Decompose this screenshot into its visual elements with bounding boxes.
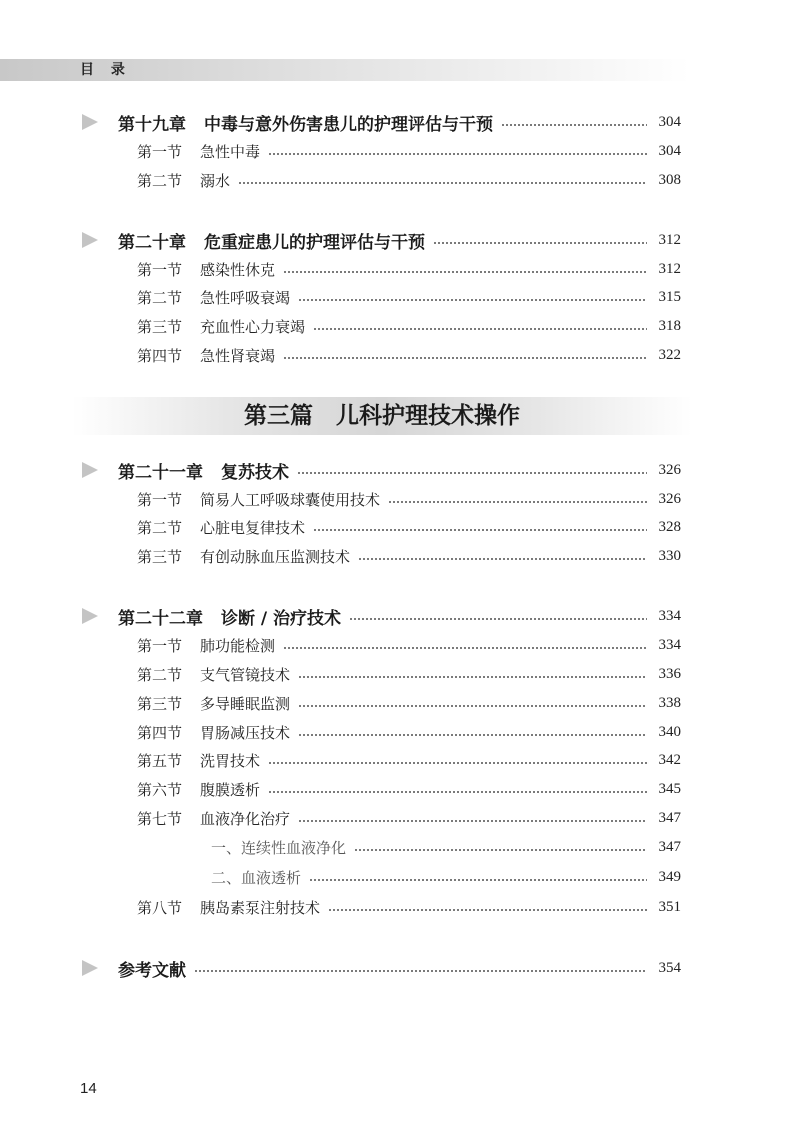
- page-number: 334: [658, 607, 681, 624]
- page-number: 351: [658, 898, 681, 915]
- section-title: 支气管镜技术: [200, 665, 291, 684]
- dot-leader: [358, 558, 647, 560]
- page-number: 315: [658, 288, 681, 305]
- toc-section[interactable]: [0, 544, 800, 568]
- section-number: 第一节: [137, 142, 183, 161]
- page-number: 338: [658, 694, 681, 711]
- toc-chapter-20[interactable]: [0, 228, 800, 252]
- page-number: 330: [658, 547, 681, 564]
- dot-leader: [349, 618, 647, 620]
- dot-leader: [268, 762, 647, 764]
- dot-leader: [433, 242, 647, 244]
- toc-references[interactable]: [0, 956, 800, 980]
- section-title: 肺功能检测: [200, 636, 276, 655]
- toc-chapter-19[interactable]: [0, 110, 800, 134]
- dot-leader: [298, 820, 647, 822]
- chapter-title: 诊断 / 治疗技术: [221, 608, 342, 629]
- triangle-arrow-icon: [82, 960, 98, 976]
- toc-section[interactable]: [0, 895, 800, 919]
- toc-section[interactable]: [0, 806, 800, 830]
- section-title: 充血性心力衰竭: [200, 317, 306, 336]
- chapter-number: 第十九章: [118, 114, 186, 135]
- part-title: 第三篇 儿科护理技术操作: [244, 403, 520, 429]
- page-number: 347: [658, 838, 681, 855]
- section-title: 急性中毒: [200, 142, 261, 161]
- section-title: 多导睡眠监测: [200, 694, 291, 713]
- chapter-number: 第二十一章: [118, 462, 203, 483]
- toc-section[interactable]: [0, 777, 800, 801]
- section-number: 第一节: [137, 260, 183, 279]
- chapter-number: 第二十章: [118, 232, 186, 253]
- page-number: 347: [658, 809, 681, 826]
- dot-leader: [313, 529, 647, 531]
- subsection-title: 二、血液透析: [211, 868, 302, 887]
- section-number: 第二节: [137, 171, 183, 190]
- toc-section[interactable]: [0, 720, 800, 744]
- section-title: 腹膜透析: [200, 780, 261, 799]
- section-number: 第四节: [137, 723, 183, 742]
- dot-leader: [328, 909, 647, 911]
- dot-leader: [309, 879, 647, 881]
- section-number: 第一节: [137, 636, 183, 655]
- dot-leader: [268, 153, 647, 155]
- header-title: 目 录: [80, 62, 131, 78]
- section-title: 感染性休克: [200, 260, 276, 279]
- page-number: 326: [658, 490, 681, 507]
- dot-leader: [298, 299, 647, 301]
- page-number: 318: [658, 317, 681, 334]
- dot-leader: [298, 734, 647, 736]
- toc-section[interactable]: [0, 139, 800, 163]
- subsection-title: 一、连续性血液净化: [211, 838, 347, 857]
- section-title: 心脏电复律技术: [200, 518, 306, 537]
- triangle-arrow-icon: [82, 114, 98, 130]
- section-number: 第三节: [137, 317, 183, 336]
- toc-section[interactable]: [0, 662, 800, 686]
- section-title: 有创动脉血压监测技术: [200, 547, 351, 566]
- section-number: 第四节: [137, 346, 183, 365]
- page-number: 326: [658, 461, 681, 478]
- page-number: 328: [658, 518, 681, 535]
- section-title: 溺水: [200, 171, 231, 190]
- dot-leader: [388, 501, 647, 503]
- chapter-title: 中毒与意外伤害患儿的护理评估与干预: [204, 114, 493, 135]
- toc-section[interactable]: [0, 285, 800, 309]
- page-number: 304: [658, 113, 681, 130]
- triangle-arrow-icon: [82, 232, 98, 248]
- section-title: 洗胃技术: [200, 751, 261, 770]
- section-number: 第六节: [137, 780, 183, 799]
- section-number: 第三节: [137, 547, 183, 566]
- dot-leader: [297, 472, 647, 474]
- section-number: 第五节: [137, 751, 183, 770]
- dot-leader: [238, 182, 647, 184]
- toc-section[interactable]: [0, 633, 800, 657]
- toc-subsection[interactable]: [0, 835, 800, 859]
- section-number: 第二节: [137, 288, 183, 307]
- chapter-title: 复苏技术: [221, 462, 289, 483]
- section-title: 血液净化治疗: [200, 809, 291, 828]
- page-number: 304: [658, 142, 681, 159]
- references-title: 参考文献: [118, 960, 186, 981]
- toc-section[interactable]: [0, 343, 800, 367]
- dot-leader: [354, 849, 647, 851]
- toc-section[interactable]: [0, 515, 800, 539]
- section-number: 第三节: [137, 694, 183, 713]
- triangle-arrow-icon: [82, 462, 98, 478]
- section-title: 急性呼吸衰竭: [200, 288, 291, 307]
- page-number: 308: [658, 171, 681, 188]
- triangle-arrow-icon: [82, 608, 98, 624]
- section-title: 胃肠减压技术: [200, 723, 291, 742]
- page-number: 340: [658, 723, 681, 740]
- dot-leader: [268, 791, 647, 793]
- page-number: 345: [658, 780, 681, 797]
- section-number: 第二节: [137, 518, 183, 537]
- dot-leader: [283, 357, 647, 359]
- section-title: 胰岛素泵注射技术: [200, 898, 321, 917]
- dot-leader: [298, 705, 647, 707]
- toc-section[interactable]: [0, 691, 800, 715]
- page-number: 349: [658, 868, 681, 885]
- section-title: 简易人工呼吸球囊使用技术: [200, 490, 381, 509]
- dot-leader: [194, 970, 647, 972]
- section-number: 第一节: [137, 490, 183, 509]
- dot-leader: [298, 676, 647, 678]
- toc-section[interactable]: [0, 257, 800, 281]
- toc-section[interactable]: [0, 487, 800, 511]
- section-title: 急性肾衰竭: [200, 346, 276, 365]
- page-number: 334: [658, 636, 681, 653]
- page-number: 342: [658, 751, 681, 768]
- section-number: 第二节: [137, 665, 183, 684]
- dot-leader: [283, 271, 647, 273]
- toc-section[interactable]: [0, 748, 800, 772]
- dot-leader: [283, 647, 647, 649]
- page-number: 312: [658, 231, 681, 248]
- dot-leader: [313, 328, 647, 330]
- section-number: 第七节: [137, 809, 183, 828]
- toc-section[interactable]: [0, 314, 800, 338]
- section-number: 第八节: [137, 898, 183, 917]
- page-number: 312: [658, 260, 681, 277]
- toc-chapter-22[interactable]: [0, 604, 800, 628]
- page-number: 322: [658, 346, 681, 363]
- toc-subsection[interactable]: [0, 865, 800, 889]
- toc-section[interactable]: [0, 168, 800, 192]
- page-number: 354: [658, 959, 681, 976]
- page-number: 336: [658, 665, 681, 682]
- chapter-number: 第二十二章: [118, 608, 203, 629]
- chapter-title: 危重症患儿的护理评估与干预: [204, 232, 425, 253]
- toc-chapter-21[interactable]: [0, 458, 800, 482]
- dot-leader: [501, 124, 647, 126]
- footer-page-number: 14: [80, 1080, 97, 1097]
